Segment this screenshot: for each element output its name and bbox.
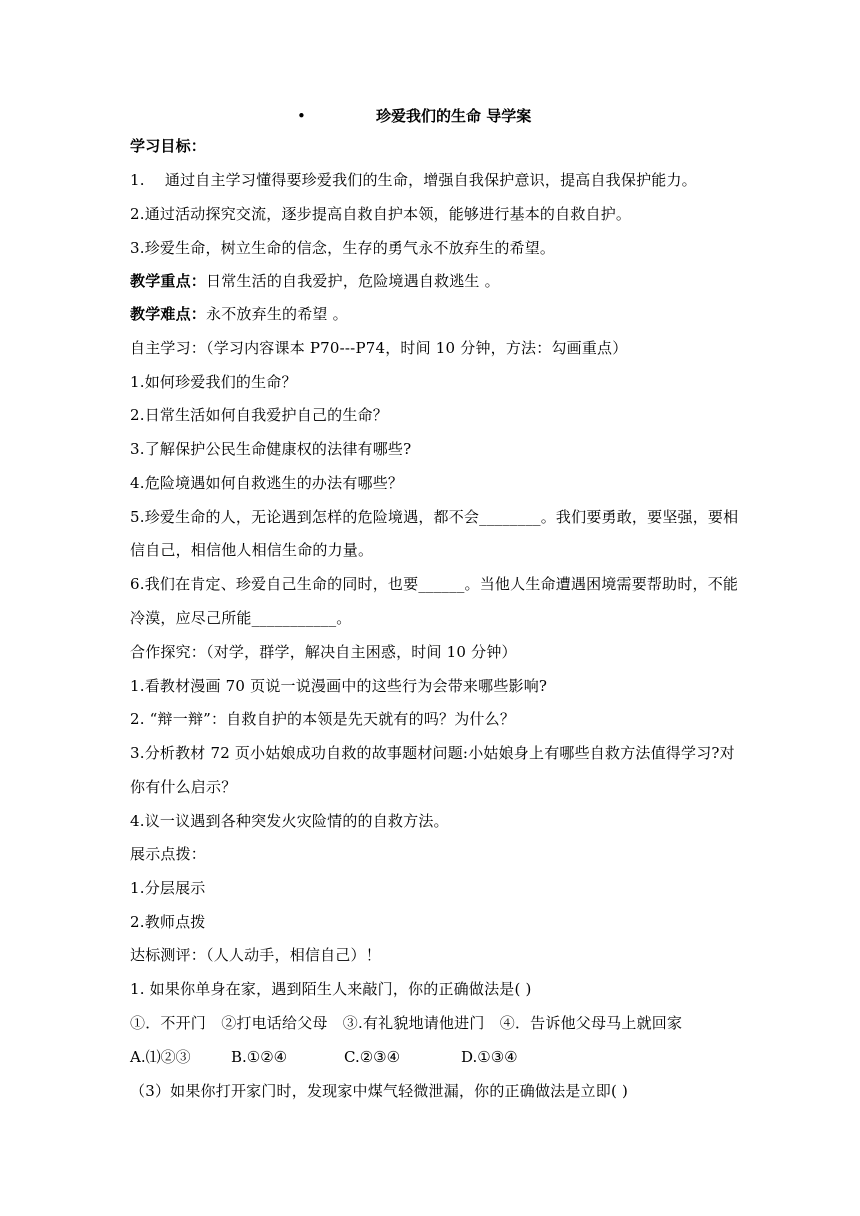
display-2: 2.教师点拨 (130, 913, 206, 931)
question-3: 3.了解保护公民生命健康权的法律有哪些? (130, 440, 412, 458)
title-row (0, 104, 860, 128)
goal-3: 3.珍爱生命，树立生命的信念，生存的勇气永不放弃生的希望。 (130, 239, 556, 257)
choice-a: A.⑴②③ (130, 1048, 191, 1066)
question-2: 2.日常生活如何自我爱护自己的生命？ (130, 406, 388, 424)
test-question-3: （3）如果你打开家门时，发现家中煤气轻微泄漏，你的正确做法是立即( ) (130, 1082, 629, 1100)
difficulty-point (130, 302, 740, 326)
self-study-heading: 自主学习：（学习内容课本 P70---P74，时间 10 分钟，方法：勾画重点） (130, 339, 628, 357)
choice-c: C.②③④ (344, 1048, 401, 1066)
cooperation-3-line-1: 3.分析教材 72 页小姑娘成功自救的故事题材问题:小姑娘身上有哪些自救方法值得学习?对 (130, 744, 735, 762)
goals-heading: 学习目标： (130, 137, 207, 155)
test-heading: 达标测评：（人人动手，相信自己）！ (130, 946, 381, 964)
question-1: 1.如何珍爱我们的生命？ (130, 373, 297, 391)
answer-choices (130, 1045, 550, 1069)
test-question-1-options: ①．不开门 ②打电话给父母 ③.有礼貌地请他进门 ④．告诉他父母马上就回家 (130, 1014, 683, 1032)
question-5-line-2: 信自己，相信他人相信生命的力量。 (130, 541, 374, 559)
goal-1: 1. 通过自主学习懂得要珍爱我们的生命，增强自我保护意识，提高自我保护能力。 (130, 171, 697, 189)
display-heading: 展示点拨： (130, 845, 207, 863)
cooperation-2: 2. “辩一辩”：自救自护的本领是先天就有的吗？为什么？ (130, 710, 516, 728)
test-question-1: 1. 如果你单身在家，遇到陌生人来敲门，你的正确做法是( ) (130, 980, 532, 998)
display-1: 1.分层展示 (130, 879, 206, 897)
cooperation-3-line-2: 你有什么启示？ (130, 778, 237, 796)
question-4: 4.危险境遇如何自救逃生的办法有哪些？ (130, 474, 404, 492)
choice-d: D.①③④ (461, 1048, 518, 1066)
question-6-line-1: 6.我们在肯定、珍爱自己生命的同时，也要______。当他人生命遭遇困境需要帮助时，不能 (130, 575, 739, 593)
cooperation-4: 4.议一议遇到各种突发火灾险情的的自救方法。 (130, 812, 449, 830)
choice-b: B.①②④ (231, 1048, 288, 1066)
document-title: 珍爱我们的生命 导学案 (376, 107, 532, 125)
key-point-label: 教学重点： (130, 272, 207, 290)
key-point-text: 日常生活的自我爱护，危险境遇自救逃生 。 (206, 272, 500, 290)
question-6-line-2: 冷漠，应尽己所能___________。 (130, 609, 352, 627)
bullet-mark: • (297, 107, 306, 125)
cooperation-1: 1.看教材漫画 70 页说一说漫画中的这些行为会带来哪些影响? (130, 677, 548, 695)
cooperation-heading: 合作探究：（对学，群学，解决自主困惑，时间 10 分钟） (130, 643, 517, 661)
key-point (130, 269, 740, 293)
difficulty-label: 教学难点： (130, 305, 207, 323)
goal-2: 2.通过活动探究交流，逐步提高自救自护本领，能够进行基本的自救自护。 (130, 205, 632, 223)
question-5-line-1: 5.珍爱生命的人，无论遇到怎样的危险境遇，都不会________。我们要勇敢，要坚强，要相 (130, 508, 739, 526)
difficulty-text: 永不放弃生的希望 。 (206, 305, 348, 323)
